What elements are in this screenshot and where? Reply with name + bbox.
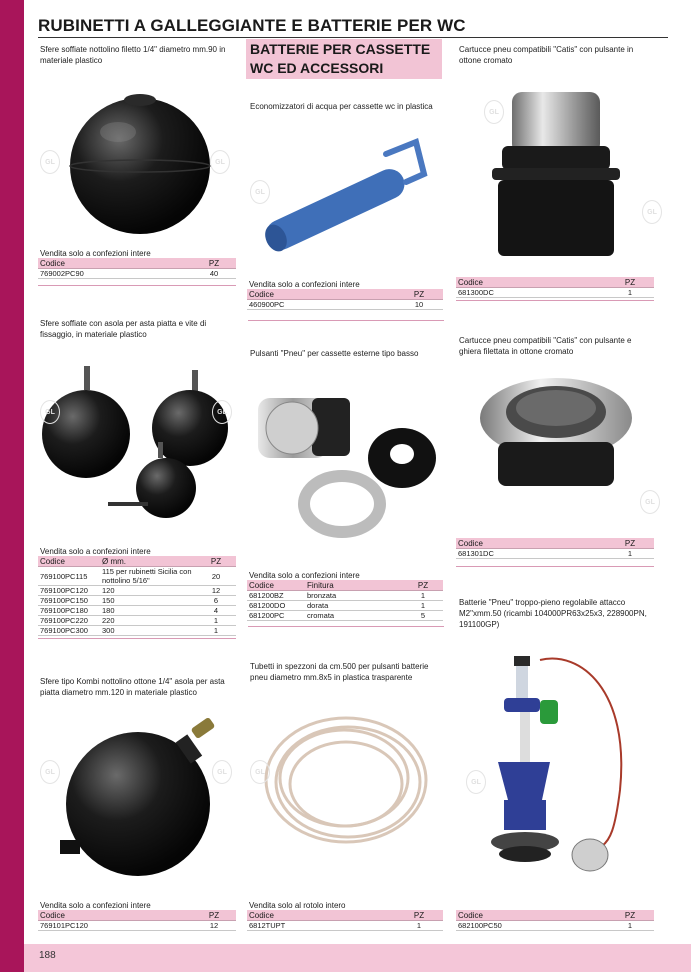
quantity: 1	[395, 921, 443, 931]
table-row	[38, 921, 236, 931]
product-table	[38, 910, 236, 931]
column-header: Codice	[38, 258, 192, 269]
sale-note: Vendita solo a confezioni intere	[40, 249, 151, 258]
product-code: 769100PC220	[38, 616, 100, 626]
quantity: 12	[196, 586, 236, 596]
product-description: Sfere soffiate con asola per asta piatta e vite di fissaggio, in materiale plastico	[40, 319, 207, 339]
footer-band	[24, 944, 691, 972]
watermark-logo: GL	[250, 180, 270, 204]
column-header: PZ	[606, 277, 654, 288]
product-table	[38, 258, 236, 279]
product-code: 769101PC120	[38, 921, 192, 931]
product-code: 681200PC	[247, 611, 305, 621]
column-header: Finitura	[305, 580, 403, 591]
float-ball-image	[58, 80, 228, 240]
quantity: 1	[606, 549, 654, 559]
divider	[38, 638, 236, 639]
sale-note: Vendita solo a confezioni intere	[40, 901, 151, 910]
page-title: RUBINETTI A GALLEGGIANTE E BATTERIE PER WC	[38, 16, 466, 35]
diameter: 150	[100, 596, 196, 606]
table-row	[38, 586, 236, 596]
column-header: Codice	[247, 289, 395, 300]
table-row	[247, 591, 443, 601]
table-row	[38, 269, 236, 279]
product-table	[247, 289, 443, 310]
product-table	[456, 910, 654, 931]
catis-cartridge-image	[486, 88, 626, 264]
product-description: Sfere tipo Kombi nottolino ottone 1/4" asola per asta piatta diametro mm.120 in materiale plastico	[40, 677, 225, 697]
watermark-logo: GL	[210, 150, 230, 174]
column-header: PZ	[192, 258, 236, 269]
finish: cromata	[305, 611, 403, 621]
sale-note: Vendita solo a confezioni intere	[40, 547, 151, 556]
column-header: PZ	[403, 580, 443, 591]
title-divider	[38, 37, 668, 38]
quantity: 1	[606, 921, 654, 931]
watermark-logo: GL	[640, 490, 660, 514]
product-table	[38, 556, 236, 636]
column-header: Codice	[456, 277, 606, 288]
product-description: Tubetti in spezzoni da cm.500 per pulsanti batterie pneu diametro mm.8x5 in plastica trasparente	[250, 662, 429, 682]
product-description: Sfere soffiate nottolino filetto 1/4" diametro mm.90 in materiale plastico	[40, 45, 226, 65]
table-row	[247, 611, 443, 621]
table-row	[38, 596, 236, 606]
sale-note: Vendita solo a confezioni intere	[249, 571, 360, 580]
table-row	[38, 606, 236, 616]
product-code: 681200DO	[247, 601, 305, 611]
watermark-logo: GL	[466, 770, 486, 794]
product-code: 681200BZ	[247, 591, 305, 601]
product-description: Batterie "Pneu" troppo-pieno regolabile attacco M2"xmm.50 (ricambi 104000PR63x25x3, 228900PN, 191100GP)	[459, 598, 647, 629]
column-header: PZ	[606, 910, 654, 921]
product-code: 769100PC180	[38, 606, 100, 616]
table-row	[456, 549, 654, 559]
catis-cartridge-ring-image	[478, 372, 634, 492]
product-code: 769100PC115	[38, 567, 100, 586]
divider	[456, 566, 654, 567]
kombi-float-image	[52, 712, 232, 882]
diameter: 220	[100, 616, 196, 626]
column-header: PZ	[395, 289, 443, 300]
product-code: 769100PC150	[38, 596, 100, 606]
table-row	[247, 300, 443, 310]
watermark-logo: GL	[212, 760, 232, 784]
quantity: 40	[192, 269, 236, 279]
diameter: 300	[100, 626, 196, 636]
column-header: PZ	[606, 538, 654, 549]
finish: dorata	[305, 601, 403, 611]
sale-note: Vendita solo a confezioni intere	[249, 280, 360, 289]
column-header: Codice	[247, 580, 305, 591]
column-header: Codice	[38, 910, 192, 921]
quantity: 1	[403, 601, 443, 611]
divider	[456, 300, 654, 301]
product-code: 460900PC	[247, 300, 395, 310]
column-header: Codice	[38, 556, 100, 567]
column-header: Codice	[456, 910, 606, 921]
diameter: 120	[100, 586, 196, 596]
table-row	[38, 567, 236, 586]
tubing-coil-image	[256, 700, 436, 860]
float-balls-image	[40, 358, 236, 528]
column-header: PZ	[192, 910, 236, 921]
divider	[38, 285, 236, 286]
watermark-logo: GL	[250, 760, 270, 784]
table-row	[38, 626, 236, 636]
column-header: Codice	[247, 910, 395, 921]
pneu-buttons-image	[252, 380, 442, 550]
page-number: 188	[39, 950, 56, 961]
watermark-logo: GL	[40, 400, 60, 424]
watermark-logo: GL	[40, 760, 60, 784]
pneu-battery-image	[480, 650, 640, 890]
product-code: 769100PC300	[38, 626, 100, 636]
product-table	[456, 277, 654, 298]
table-row	[38, 616, 236, 626]
table-row	[456, 288, 654, 298]
product-code: 681301DC	[456, 549, 606, 559]
column-header: PZ	[196, 556, 236, 567]
divider	[248, 626, 444, 627]
column-header: Codice	[456, 538, 606, 549]
product-description: Cartucce pneu compatibili "Catis" con pulsante e ghiera filettata in ottone cromato	[459, 336, 632, 356]
diameter: 180	[100, 606, 196, 616]
product-code: 681300DC	[456, 288, 606, 298]
divider	[248, 320, 444, 321]
table-row	[456, 921, 654, 931]
column-header: PZ	[395, 910, 443, 921]
quantity: 20	[196, 567, 236, 586]
quantity: 5	[403, 611, 443, 621]
water-saver-image	[256, 134, 436, 254]
quantity: 4	[196, 606, 236, 616]
quantity: 1	[196, 616, 236, 626]
product-description: Cartucce pneu compatibili "Catis" con pulsante in ottone cromato	[459, 45, 634, 65]
product-code: 769002PC90	[38, 269, 192, 279]
sale-note: Vendita solo al rotolo intero	[249, 901, 346, 910]
column-header: Ø mm.	[100, 556, 196, 567]
diameter: 115 per rubinetti Sicilia con nottolino 5/16"	[100, 567, 196, 586]
section-title: BATTERIE PER CASSETTE WC ED ACCESSORI	[246, 39, 442, 79]
product-code: 769100PC120	[38, 586, 100, 596]
watermark-logo: GL	[40, 150, 60, 174]
quantity: 6	[196, 596, 236, 606]
product-description: Economizzatori di acqua per cassette wc in plastica	[250, 102, 433, 111]
watermark-logo: GL	[642, 200, 662, 224]
sidebar-stripe	[0, 0, 24, 972]
watermark-logo: GL	[212, 400, 232, 424]
quantity: 1	[196, 626, 236, 636]
quantity: 1	[403, 591, 443, 601]
product-table	[247, 910, 443, 931]
table-row	[247, 921, 443, 931]
product-code: 682100PC50	[456, 921, 606, 931]
finish: bronzata	[305, 591, 403, 601]
quantity: 1	[606, 288, 654, 298]
product-code: 6812TUPT	[247, 921, 395, 931]
product-table	[456, 538, 654, 559]
quantity: 10	[395, 300, 443, 310]
table-row	[247, 601, 443, 611]
product-table	[247, 580, 443, 621]
product-description: Pulsanti "Pneu" per cassette esterne tipo basso	[250, 349, 419, 358]
quantity: 12	[192, 921, 236, 931]
watermark-logo: GL	[484, 100, 504, 124]
